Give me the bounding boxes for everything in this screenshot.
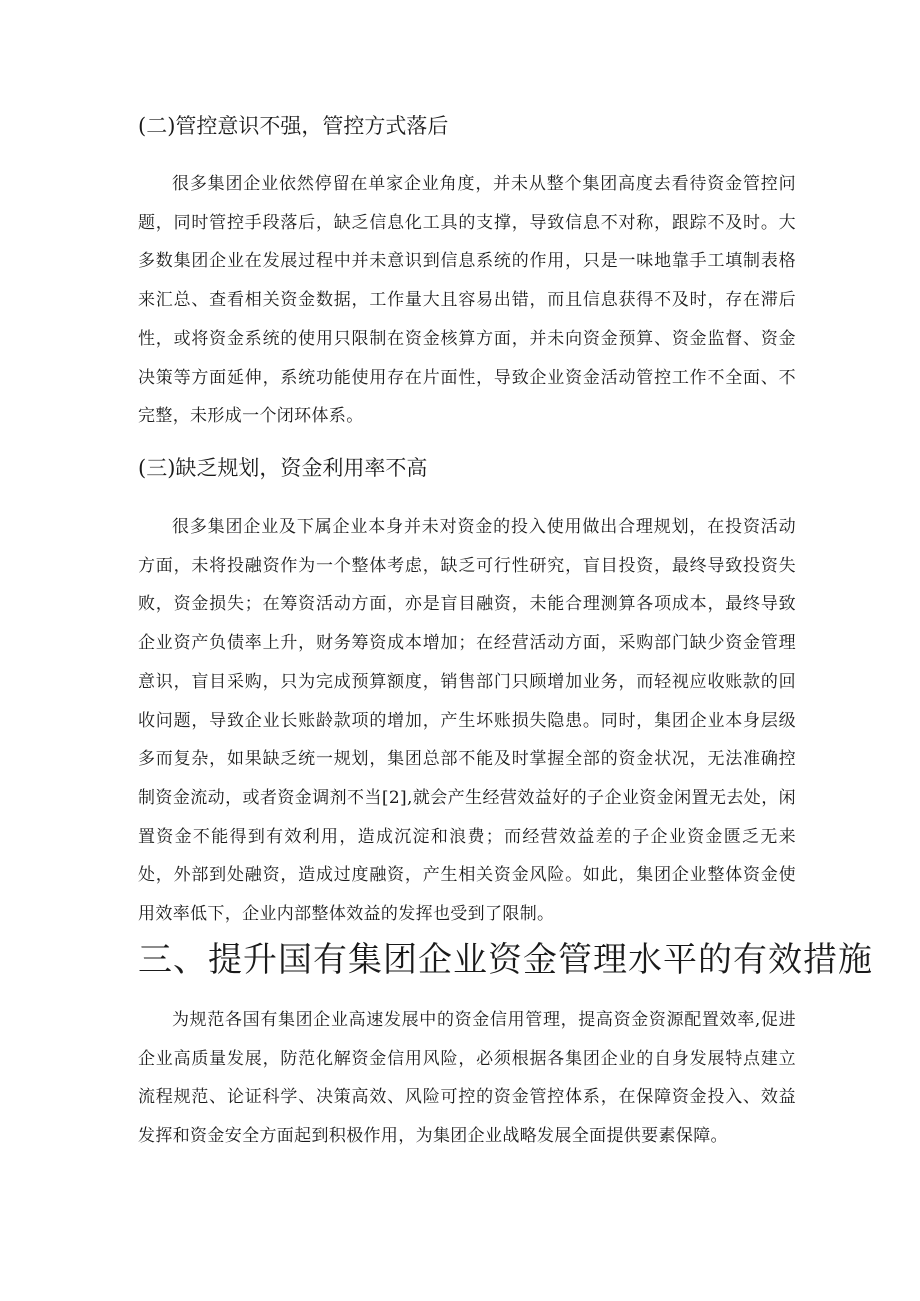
section-heading-effective-measures: 三、提升国有集团企业资金管理水平的有效措施 (138, 940, 873, 980)
paragraph-management-awareness: 很多集团企业依然停留在单家企业角度，并未从整个集团高度去看待资金管控问题，同时管控手段落后，缺乏信息化工具的支撑，导致信息不对称，跟踪不及时。大多数集团企业在发展过程中并未意识到信息系统的作用，只是一味地靠手工填制表格来汇总、查看相关资金数据，工作量大且容易出错，而且信息获得不及时，存在滞后性，或将资金系统的使用只限制在资金核算方面，并未向资金预算、资金监督、资金决策等方面延伸，系统功能使用存在片面性，导致企业资金活动管控工作不全面、不完整，未形成一个闭环体系。 (138, 174, 796, 427)
paragraph-measures-intro: 为规范各国有集团企业高速发展中的资金信用管理，提高资金资源配置效率,促进企业高质量发展，防范化解资金信用风险，必须根据各集团企业的自身发展特点建立流程规范、论证科学、决策高效、风险可控的资金管控体系，在保障资金投入、效益发挥和资金安全方面起到积极作用，为集团企业战略发展全面提供要素保障。 (138, 1010, 796, 1147)
subheading-lack-of-planning: (三)缺乏规划，资金利用率不高 (138, 456, 428, 480)
paragraph-lack-of-planning: 很多集团企业及下属企业本身并未对资金的投入使用做出合理规划，在投资活动方面，未将投融资作为一个整体考虑，缺乏可行性研究，盲目投资，最终导致投资失败，资金损失；在筹资活动方面，亦是盲目融资，未能合理测算各项成本，最终导致企业资产负债率上升，财务筹资成本增加；在经营活动方面，采购部门缺少资金管理意识，盲目采购，只为完成预算额度，销售部门只顾增加业务，而轻视应收账款的回收问题，导致企业长账龄款项的增加，产生坏账损失隐患。同时，集团企业本身层级多而复杂，如果缺乏统一规划，集团总部不能及时掌握全部的资金状况，无法准确控制资金流动，或者资金调剂不当[2],就会产生经营效益好的子企业资金闲置无去处，闲置资金不能得到有效利用，造成沉淀和浪费；而经营效益差的子企业资金匮乏无来处，外部到处融资，造成过度融资，产生相关资金风险。如此，集团企业整体资金使用效率低下，企业内部整体效益的发挥也受到了限制。 (138, 517, 796, 925)
subheading-management-awareness: (二)管控意识不强，管控方式落后 (138, 114, 449, 138)
